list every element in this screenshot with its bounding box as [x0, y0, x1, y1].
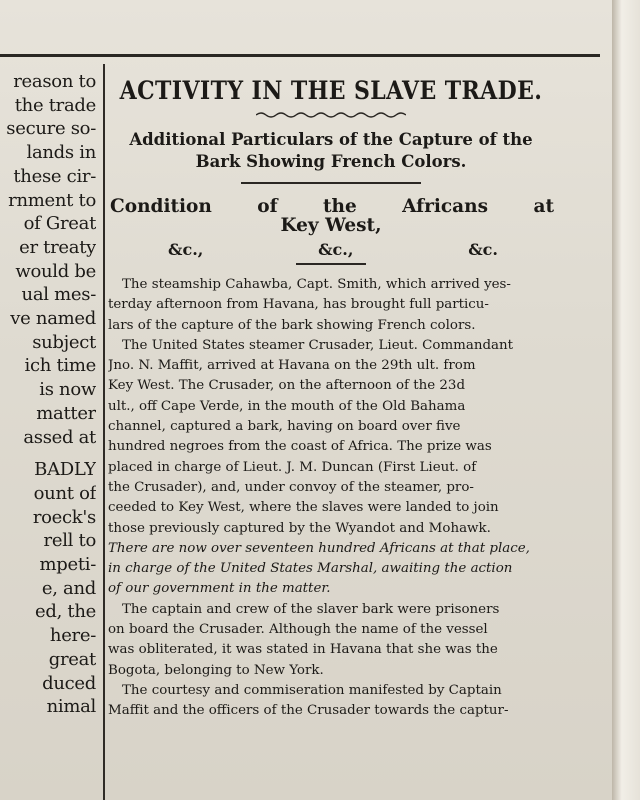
- body-text-line: Jno. N. Maffit, arrived at Havana on the 29th ult. from: [108, 358, 476, 374]
- body-text-line: on board the Crusader. Although the name of the vessel: [108, 622, 488, 638]
- body-text-line: Maffit and the officers of the Crusader towards the captur-: [108, 703, 509, 719]
- condition-word: at: [533, 196, 554, 217]
- left-column-line: would be: [15, 260, 96, 282]
- left-column-line: e, and: [41, 577, 96, 599]
- subhead-line-1: Additional Particulars of the Capture of the: [129, 130, 533, 149]
- left-column-line: ed, the: [35, 601, 96, 623]
- body-text-line: in charge of the United States Marshal, awaiting the action: [108, 561, 513, 577]
- condition-word: of: [257, 196, 278, 217]
- article-subhead: [108, 129, 554, 173]
- decorative-wavy-rule: [256, 111, 406, 119]
- left-column-line: nimal: [46, 696, 96, 718]
- body-text-line: The courtesy and commiseration manifested by Captain: [122, 682, 502, 698]
- left-column-line: rnment to: [8, 189, 96, 211]
- body-text-line: of our government in the matter.: [108, 581, 331, 597]
- vertical-column-rule: [103, 64, 105, 800]
- left-column-line: the trade: [14, 94, 96, 116]
- body-text-line: Bogota, belonging to New York.: [108, 662, 324, 678]
- left-column-line: these cir-: [13, 165, 96, 187]
- article: [108, 78, 554, 800]
- top-column-rule: [0, 54, 600, 57]
- etc-mark: &c.: [468, 240, 498, 259]
- left-column-line: ve named: [10, 308, 96, 330]
- left-column-line: duced: [42, 672, 96, 694]
- left-column-line: BADLY: [34, 459, 96, 481]
- body-text-line: those previously captured by the Wyandot and Mohawk.: [108, 520, 491, 536]
- body-text-line: ult., off Cape Verde, in the mouth of the Old Bahama: [108, 398, 466, 414]
- body-text-line: ceeded to Key West, where the slaves were landed to join: [108, 500, 499, 516]
- condition-word: the: [322, 196, 357, 217]
- body-text-line: the Crusader), and, under convoy of the steamer, pro-: [108, 479, 474, 495]
- condition-word: Africans: [402, 196, 489, 217]
- left-column-line: mpeti-: [39, 554, 96, 576]
- body-text-line: Key West. The Crusader, on the afternoon of the 23d: [108, 378, 466, 394]
- left-column-line: of Great: [23, 213, 96, 235]
- condition-heading-line: [110, 196, 554, 217]
- body-text-line: was obliterated, it was stated in Havana that she was the: [108, 642, 498, 658]
- etc-mark: &c.,: [318, 240, 354, 259]
- left-column-line: rell to: [43, 530, 96, 552]
- left-column-line: lands in: [26, 142, 96, 164]
- left-column-line: ich time: [24, 355, 96, 377]
- short-divider: [296, 263, 366, 265]
- left-column-line: matter: [36, 402, 96, 424]
- left-column-line: secure so-: [6, 118, 96, 140]
- body-text-line: The steamship Cahawba, Capt. Smith, which arrived yes-: [122, 277, 511, 292]
- left-column-line: is now: [39, 379, 96, 401]
- section-divider: [241, 182, 421, 184]
- condition-word: Condition: [110, 196, 212, 217]
- body-text-line: channel, captured a bark, having on board over five: [108, 419, 461, 435]
- left-column-line: reason to: [13, 71, 96, 92]
- left-column-line: subject: [32, 331, 96, 353]
- body-text-line: terday afternoon from Havana, has brought full particu-: [108, 297, 489, 313]
- left-column-line: ount of: [33, 482, 96, 504]
- left-clipped-column: [0, 70, 96, 800]
- left-column-line: great: [48, 648, 96, 670]
- body-text-line: placed in charge of Lieut. J. M. Duncan (First Lieut. of: [108, 459, 477, 475]
- condition-heading-line-2: Key West,: [280, 215, 382, 236]
- article-body: [108, 275, 554, 722]
- body-text-line: lars of the capture of the bark showing French colors.: [108, 317, 476, 333]
- left-column-line: ual mes-: [21, 284, 96, 306]
- article-headline: ACTIVITY IN THE SLAVE TRADE.: [119, 78, 543, 106]
- body-text-line: The captain and crew of the slaver bark were prisoners: [122, 601, 500, 617]
- left-column-line: assed at: [23, 426, 96, 448]
- subhead-line-2: Bark Showing French Colors.: [195, 152, 467, 171]
- left-column-line: roeck's: [32, 506, 96, 528]
- body-text-line: hundred negroes from the coast of Africa. The prize was: [108, 439, 492, 455]
- body-text-line: The United States steamer Crusader, Lieut. Commandant: [122, 337, 514, 353]
- left-column-line: er treaty: [19, 236, 96, 258]
- etc-line: [108, 240, 554, 259]
- etc-mark: &c.,: [168, 240, 204, 259]
- page-edge: [612, 0, 640, 800]
- body-text-line: There are now over seventeen hundred Africans at that place,: [108, 540, 530, 556]
- left-column-line: here-: [49, 625, 96, 647]
